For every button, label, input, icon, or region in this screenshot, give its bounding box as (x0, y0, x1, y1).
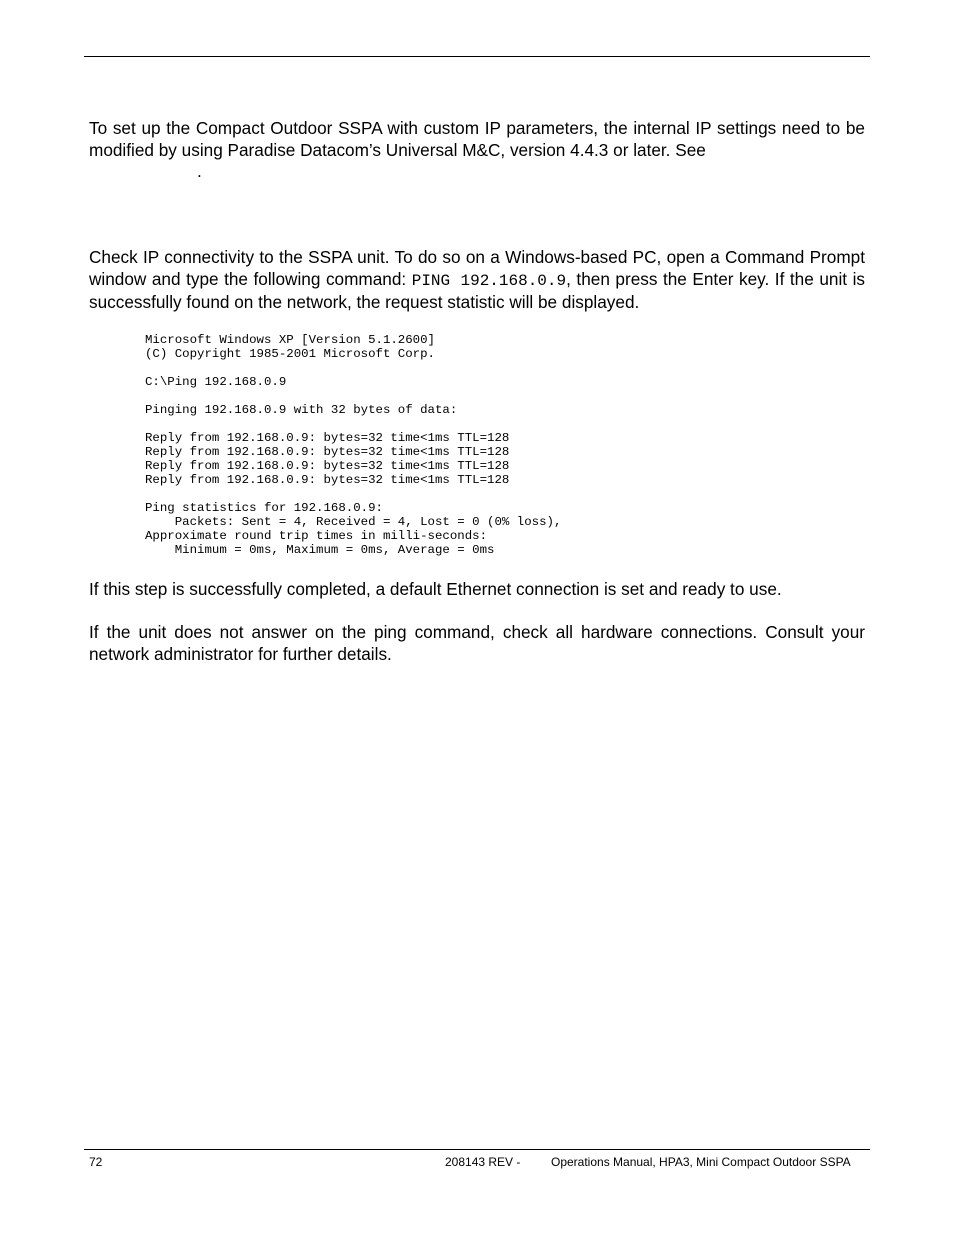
success-paragraph: If this step is successfully completed, a default Ethernet connection is set and ready to use. (89, 579, 782, 599)
ping-console-output (145, 333, 561, 557)
ping-command: PING 192.168.0.9 (411, 271, 567, 290)
footer-page-number: 72 (89, 1155, 103, 1169)
console-line: C:\Ping 192.168.0.9 (145, 375, 287, 389)
console-line: Reply from 192.168.0.9: bytes=32 time<1ms TTL=128 (145, 445, 510, 459)
console-line (145, 487, 561, 501)
console-line (145, 417, 561, 431)
console-line: Reply from 192.168.0.9: bytes=32 time<1ms TTL=128 (145, 473, 510, 487)
connectivity-text-after: , then press the Enter key. If the unit is successfully found on the network, the request statistic will be displayed. (89, 268, 865, 312)
header-rule (84, 56, 870, 57)
connectivity-paragraph (89, 247, 865, 314)
console-line (145, 389, 561, 403)
console-line: Packets: Sent = 4, Received = 4, Lost = 0 (0% loss), (145, 515, 562, 529)
console-line: Pinging 192.168.0.9 with 32 bytes of data: (145, 403, 458, 417)
setup-tail-text: . (197, 161, 202, 181)
console-line: Reply from 192.168.0.9: bytes=32 time<1ms TTL=128 (145, 459, 510, 473)
failure-paragraph: If the unit does not answer on the ping command, check all hardware connections. Consult your network administrator for further details. (89, 622, 865, 664)
console-line: (C) Copyright 1985-2001 Microsoft Corp. (145, 347, 435, 361)
console-line: Approximate round trip times in milli-seconds: (145, 529, 488, 543)
footer-rule (84, 1149, 870, 1150)
setup-paragraph: To set up the Compact Outdoor SSPA with custom IP parameters, the internal IP settings need to be modified by using Paradise Datacom’s Universal M&C, version 4.4.3 or later. See (89, 118, 865, 160)
setup-paragraph-tail (89, 161, 865, 183)
console-line (145, 361, 561, 375)
console-line: Minimum = 0ms, Maximum = 0ms, Average = 0ms (145, 543, 495, 557)
footer-doc-title: Operations Manual, HPA3, Mini Compact Outdoor SSPA (551, 1155, 851, 1169)
connectivity-text-before: Check IP connectivity to the SSPA unit. To do so on a Windows-based PC, open a Command Prompt window and type the following command: (89, 247, 865, 289)
console-line: Reply from 192.168.0.9: bytes=32 time<1ms TTL=128 (145, 431, 510, 445)
footer-doc-number: 208143 REV - (445, 1155, 521, 1169)
console-line: Microsoft Windows XP [Version 5.1.2600] (145, 333, 435, 347)
console-line: Ping statistics for 192.168.0.9: (145, 501, 383, 515)
